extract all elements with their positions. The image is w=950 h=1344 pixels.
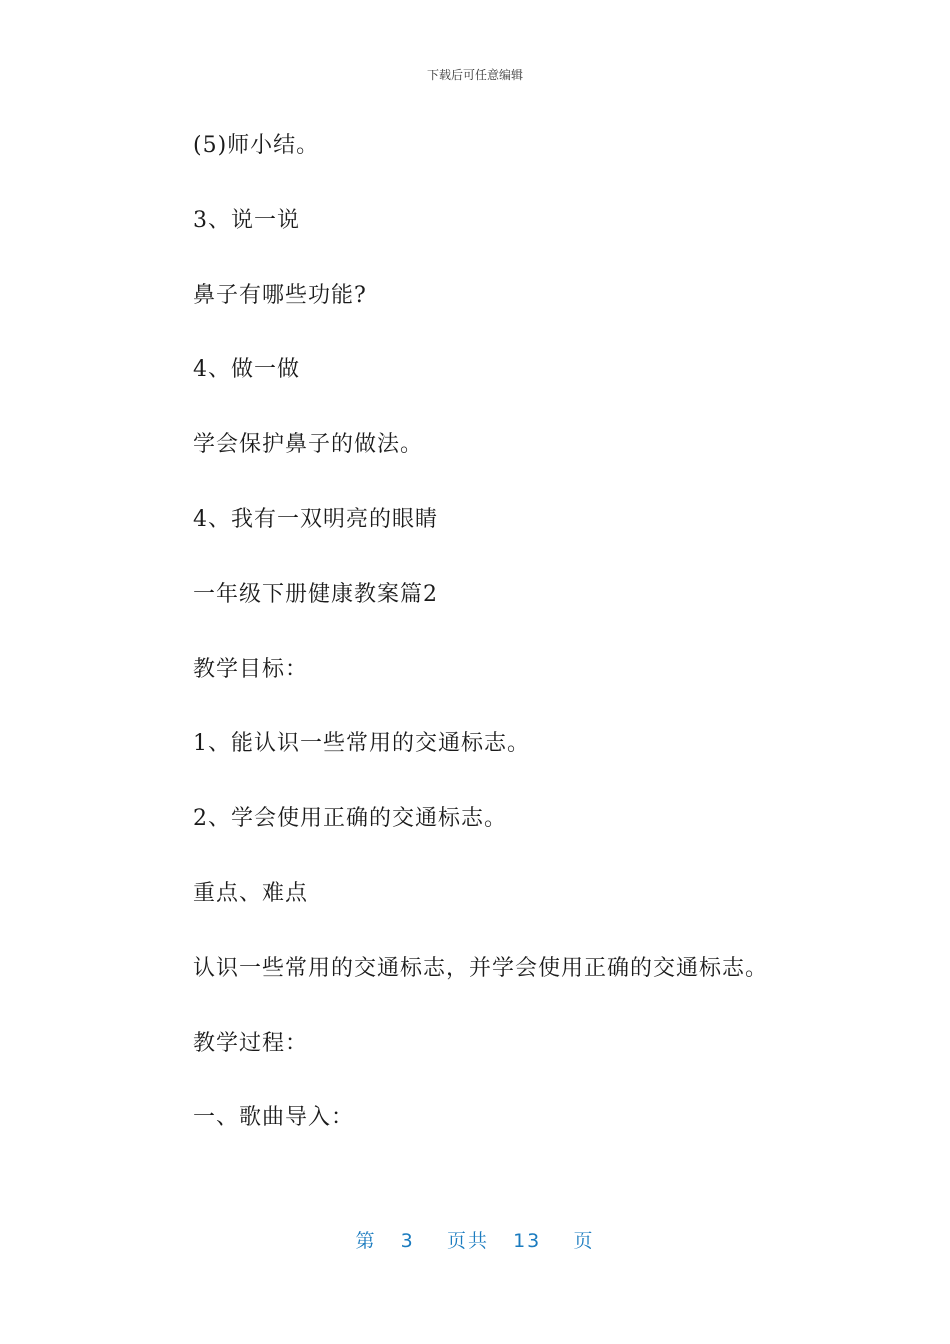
document-body [193,130,873,1177]
footer-middle: 页共 [446,1230,489,1252]
text-line: 4、做一做 [193,357,300,383]
text-line: 重点、难点 [193,880,309,906]
page-header: 下载后可任意编辑 [426,68,523,82]
text-line: 学会保护鼻子的做法。 [193,432,424,458]
text-line: 教学目标： [193,656,309,682]
text-line: 3、说一说 [193,207,300,233]
page-footer [0,1226,950,1253]
text-line: 2、学会使用正确的交通标志。 [193,806,507,832]
text-line: (5)师小结。 [193,133,320,158]
text-line: 4、我有一双明亮的眼睛 [193,506,438,532]
text-line: 教学过程： [193,1030,309,1056]
footer-total-pages: 13 [513,1230,542,1252]
text-line: 1、能认识一些常用的交通标志。 [193,731,530,757]
section-heading: 一年级下册健康教案篇2 [193,581,438,607]
footer-suffix: 页 [573,1230,595,1252]
text-line: 认识一些常用的交通标志，并学会使用正确的交通标志。 [193,955,769,981]
footer-prefix: 第 [355,1230,377,1252]
text-line: 鼻子有哪些功能? [193,282,367,308]
footer-current-page: 3 [400,1230,415,1252]
text-line: 一、歌曲导入： [193,1105,355,1131]
